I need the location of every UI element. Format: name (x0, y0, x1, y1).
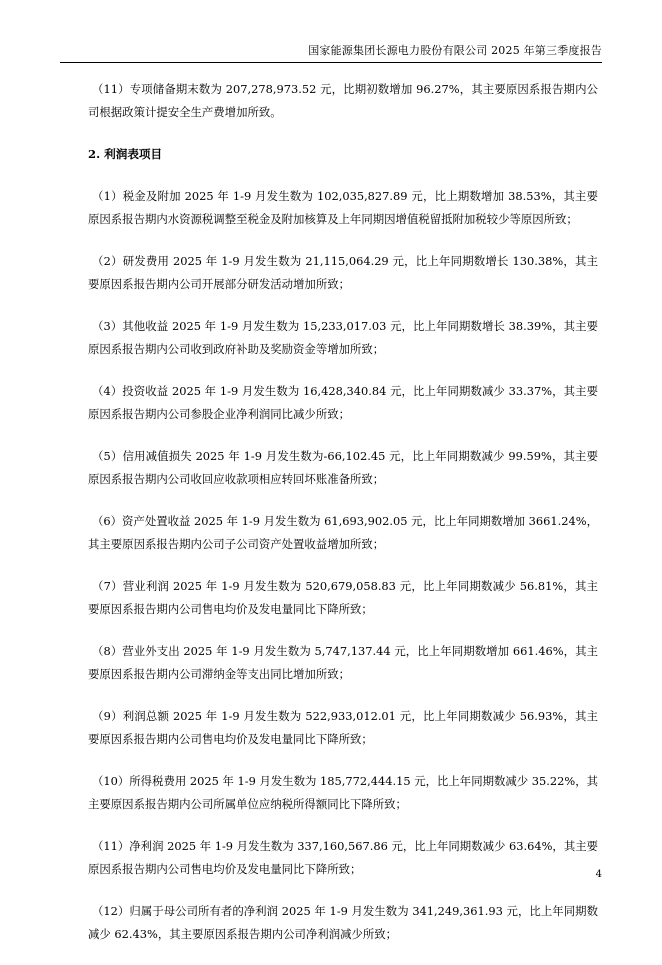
paragraph: （10）所得税费用 2025 年 1-9 月发生数为 185,772,444.15 元，比上年同期数减少 35.22%，其主要原因系报告期内公司所属单位应纳税所得额同比下降所致； (88, 774, 598, 811)
page-header: 国家能源集团长源电力股份有限公司 2025 年第三季度报告 (308, 44, 602, 57)
paragraph: （2）研发费用 2025 年 1-9 月发生数为 21,115,064.29 元，比上年同期数增长 130.38%，其主要原因系报告期内公司开展部分研发活动增加所致； (88, 254, 598, 291)
section-heading: 2. 利润表项目 (88, 147, 163, 161)
paragraph: （7）营业利润 2025 年 1-9 月发生数为 520,679,058.83 元，比上年同期数减少 56.81%，其主要原因系报告期内公司售电均价及发电量同比下降所致； (88, 579, 598, 616)
paragraph: （9）利润总额 2025 年 1-9 月发生数为 522,933,012.01 元，比上年同期数减少 56.93%，其主要原因系报告期内公司售电均价及发电量同比下降所致； (88, 709, 598, 746)
paragraph: （4）投资收益 2025 年 1-9 月发生数为 16,428,340.84 元，比上年同期数减少 33.37%，其主要原因系报告期内公司参股企业净利润同比减少所致； (88, 384, 598, 421)
page-number: 4 (595, 869, 602, 880)
paragraph: （3）其他收益 2025 年 1-9 月发生数为 15,233,017.03 元，比上年同期数增长 38.39%，其主要原因系报告期内公司收到政府补助及奖励资金等增加所致； (88, 319, 598, 356)
paragraph: （11）净利润 2025 年 1-9 月发生数为 337,160,567.86 元，比上年同期数减少 63.64%，其主要原因系报告期内公司售电均价及发电量同比下降所致； (88, 839, 598, 876)
paragraph: （8）营业外支出 2025 年 1-9 月发生数为 5,747,137.44 元，比上年同期数增加 661.46%，其主要原因系报告期内公司滞纳金等支出同比增加所致； (88, 644, 598, 681)
header-divider (60, 62, 602, 63)
paragraph: （11）专项储备期末数为 207,278,973.52 元，比期初数增加 96.27%，其主要原因系报告期内公司根据政策计提安全生产费增加所致。 (88, 82, 598, 119)
paragraph: （6）资产处置收益 2025 年 1-9 月发生数为 61,693,902.05 元，比上年同期数增加 3661.24%，其主要原因系报告期内公司子公司资产处置收益增加所致； (88, 514, 598, 551)
document-body (88, 78, 598, 965)
paragraph: （1）税金及附加 2025 年 1-9 月发生数为 102,035,827.89 元，比上期数增加 38.53%，其主要原因系报告期内水资源税调整至税金及附加核算及上年同期因增值税留抵附加税较少等原因所致； (88, 189, 598, 226)
paragraph: （5）信用减值损失 2025 年 1-9 月发生数为-66,102.45 元，比上年同期数减少 99.59%，其主要原因系报告期内公司收回应收款项相应转回坏账准备所致； (88, 449, 598, 486)
paragraph: （12）归属于母公司所有者的净利润 2025 年 1-9 月发生数为 341,249,361.93 元，比上年同期数减少 62.43%，其主要原因系报告期内公司净利润减少所致； (88, 904, 598, 941)
